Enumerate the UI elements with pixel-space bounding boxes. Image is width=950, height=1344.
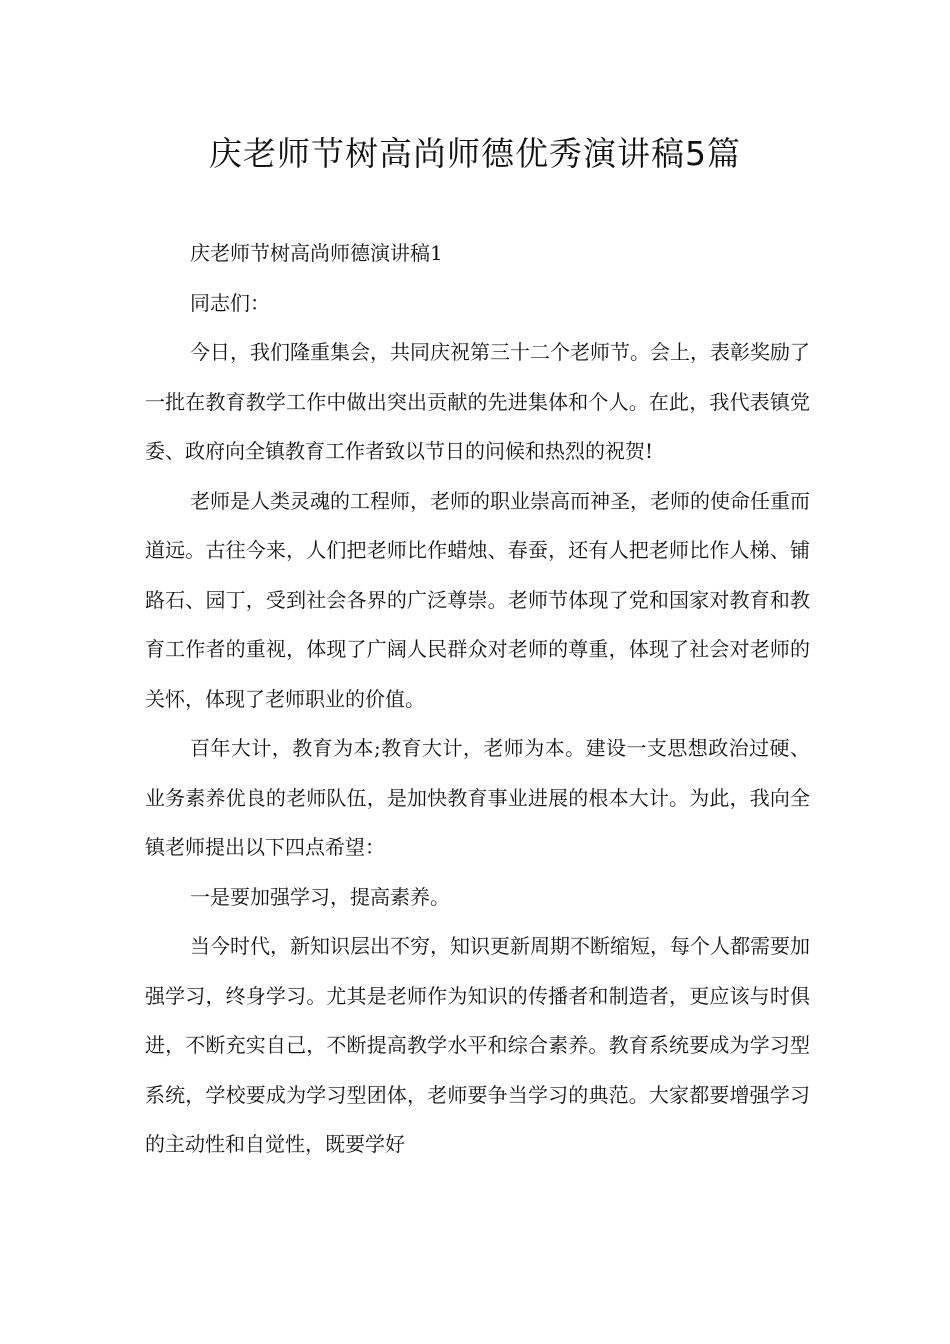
body-paragraph: 老师是人类灵魂的工程师，老师的职业崇高而神圣，老师的使命任重而道远。古往今来，人们把老师比作蜡烛、春蚕，还有人把老师比作人梯、铺路石、园丁，受到社会各界的广泛尊崇。老师节体现了党和国家对教育和教育工作者的重视，体现了广阔人民群众对老师的尊重，体现了社会对老师的关怀，体现了老师职业的价值。 bbox=[145, 488, 810, 711]
body-paragraph: 今日，我们隆重集会，共同庆祝第三十二个老师节。会上，表彰奖励了一批在教育教学工作中做出突出贡献的先进集体和个人。在此，我代表镇党委、政府向全镇教育工作者致以节日的问候和热烈的祝贺! bbox=[145, 340, 810, 463]
section-heading: 庆老师节树高尚师德演讲稿1 bbox=[190, 241, 443, 265]
body-paragraph: 当今时代，新知识层出不穷，知识更新周期不断缩短，每个人都需要加强学习，终身学习。尤其是老师作为知识的传播者和制造者，更应该与时俱进，不断充实自己，不断提高教学水平和综合素养。教育系统要成为学习型系统，学校要成为学习型团体，老师要争当学习的典范。大家都要增强学习的主动性和自觉性，既要学好 bbox=[145, 934, 810, 1156]
point-heading: 一是要加强学习，提高素养。 bbox=[190, 884, 450, 909]
salutation: 同志们： bbox=[190, 290, 270, 315]
document-title: 庆老师节树高尚师德优秀演讲稿5篇 bbox=[209, 134, 741, 173]
document-body bbox=[145, 229, 810, 1170]
body-paragraph: 百年大计，教育为本;教育大计，老师为本。建设一支思想政治过硬、业务素养优良的老师队伍，是加快教育事业进展的根本大计。为此，我向全镇老师提出以下四点希望： bbox=[145, 736, 810, 859]
